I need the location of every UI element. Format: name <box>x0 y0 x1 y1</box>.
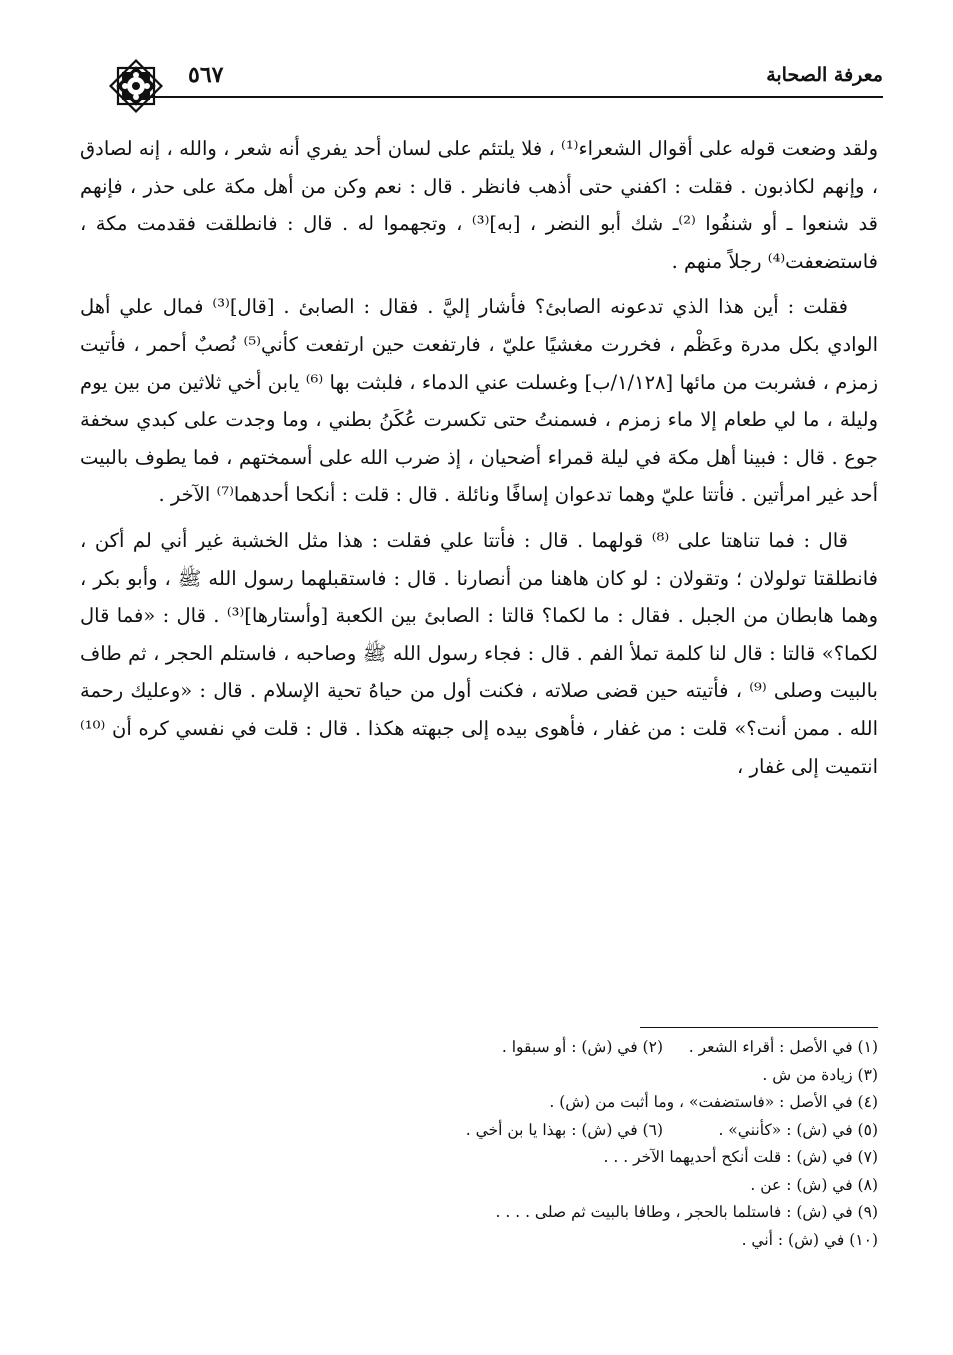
header-rule <box>150 96 883 98</box>
book-title: معرفة الصحابة <box>766 64 883 86</box>
footnote: (١) في الأصل : أقراء الشعر . <box>688 1038 878 1056</box>
footnote-row <box>300 1227 878 1255</box>
page-number: ٥٦٧ <box>188 62 224 88</box>
octagonal-floral-ornament-icon <box>108 58 164 114</box>
footnote: (٨) في (ش) : عن . <box>750 1175 878 1194</box>
footnote: (٩) في (ش) : فاستلما بالحجر ، وطافا بالبيت ثم صلى . . . . <box>495 1203 878 1221</box>
footnote-row <box>300 1034 878 1062</box>
footnote-separator <box>640 1027 878 1028</box>
footnote-row <box>300 1117 878 1145</box>
paragraph: فقلت : أين هذا الذي تدعونه الصابئ؟ فأشار إليَّ . فقال : الصابئ . [قال]⁽³⁾ فمال علي أهل الوادي بكل مدرة وعَظْم ، فخررت مغشيًا عليّ ، فارتفعت حين ارتفعت كأني⁽⁵⁾ نُصبٌ أحمر ، فأتيت زمزم ، فشربت من مائها [١/١٢٨/ب] وغسلت عني الدماء ، فلبثت بها ⁽⁶⁾ يابن أخي ثلاثين من بين يوم وليلة ، ما لي طعام إلا ماء زمزم ، فسمنتُ حتى تكسرت عُكَنُ بطني ، وما وجدت على كبدي سخفة جوع . قال : فبينا أهل مكة في ليلة قمراء أضحيان ، إذ ضرب الله على أسمختهم ، فما يطوف بالبيت أحد غير امرأتين . فأتتا عليّ وهما تدعوان إسافًا ونائلة . قال : قلت : أنكحا أحدهما⁽⁷⁾ الآخر . <box>80 295 878 507</box>
main-text <box>80 130 878 793</box>
page-header <box>120 60 883 100</box>
footnote-row <box>300 1172 878 1200</box>
footnote: (٧) في (ش) : قلت أنكح أحديهما الآخر . . . <box>603 1148 878 1166</box>
footnote: (٣) زيادة من ش . <box>762 1065 878 1084</box>
footnote: (٢) في (ش) : أو سبقوا . <box>501 1038 663 1056</box>
footnote: (١٠) في (ش) : أني . <box>741 1230 878 1249</box>
footnote: (٤) في الأصل : «فاستضفت» ، وما أثبت من (ش) . <box>549 1093 878 1111</box>
footnote-row <box>300 1062 878 1090</box>
footnote: (٥) في (ش) : «كأنني» . <box>718 1120 878 1139</box>
footnote: (٦) في (ش) : بهذا يا بن أخي . <box>465 1120 663 1139</box>
footnote-row <box>300 1144 878 1172</box>
paragraph: ولقد وضعت قوله على أقوال الشعراء⁽¹⁾ ، فلا يلتئم على لسان أحد يفري أنه شعر ، والله ، إنه لصادق ، وإنهم لكاذبون . فقلت : اكفني حتى أذهب فانظر . قال : نعم وكن من أهل مكة على حذر ، فإنهم قد شنعوا ـ أو شنفُوا ⁽²⁾ـ شك أبو النضر ، [به]⁽³⁾ ، وتجهموا له . قال : فانطلقت فقدمت مكة ، فاستضعفت⁽⁴⁾ رجلاً منهم . <box>80 137 879 273</box>
footnote-row <box>300 1199 878 1227</box>
footnotes <box>300 1034 878 1254</box>
footnote-row <box>300 1089 878 1117</box>
paragraph: قال : فما تناهتا على ⁽⁸⁾ قولهما . قال : فأتتا علي فقلت : هذا مثل الخشبة غير أني لم أكن ، فانطلقتا تولولان ؛ وتقولان : لو كان هاهنا من أنصارنا . قال : فاستقبلهما رسول الله ﷺ ، وأبو بكر ، وهما هابطان من الجبل . فقال : ما لكما؟ قالتا : الصابئ بين الكعبة [وأستارها]⁽³⁾ . قال : «فما قال لكما؟» قالتا : قال لنا كلمة تملأ الفم . قال : فجاء رسول الله ﷺ وصاحبه ، فاستلم الحجر ، ثم طاف بالبيت وصلى ⁽⁹⁾ ، فأتيته حين قضى صلاته ، فكنت أول من حياهُ تحية الإسلام . قال : «وعليك رحمة الله . ممن أنت؟» قلت : من غفار ، فأهوى بيده إلى جبهته هكذا . قال : قلت في نفسي كره أن ⁽¹⁰⁾ انتميت إلى غفار ، <box>80 528 878 778</box>
